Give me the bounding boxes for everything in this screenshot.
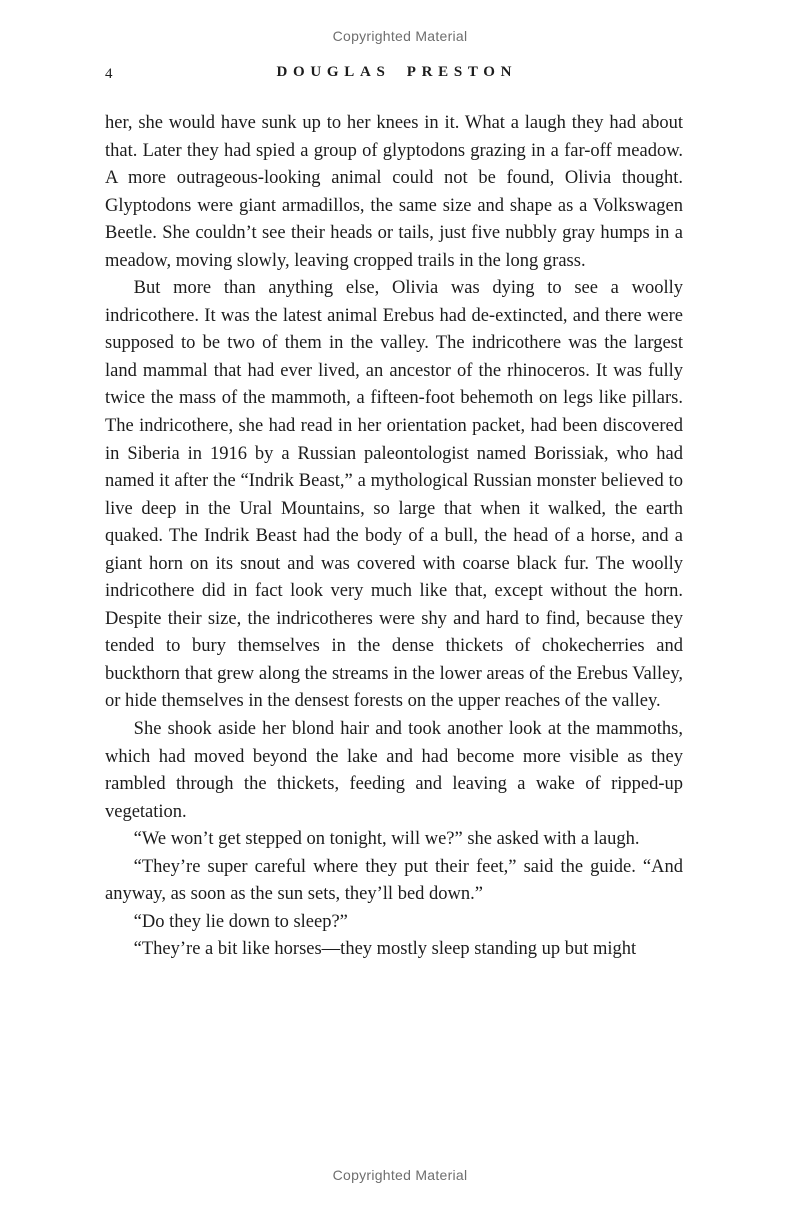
paragraph: “Do they lie down to sleep?” (133, 911, 348, 932)
body-text (105, 110, 683, 964)
paragraph: She shook aside her blond hair and took another look at the mammoths, which had moved beyond the lake and had become more visible as they rambled through the thickets, feeding and leaving a wake of ripped-up vegetation. (105, 719, 683, 822)
paragraph: But more than anything else, Olivia was dying to see a woolly indricothere. It was the latest animal Erebus had de-extincted, and there were supposed to be two of them in the valley. The indricothere was the largest land mammal that had ever lived, an ancestor of the rhinoceros. It was fully twice the mass of the mammoth, a fifteen-foot behemoth on legs like pillars. The indricothere, she had read in her orientation packet, had been discovered in Siberia in 1916 by a Russian paleontologist named Borissiak, who had named it after the “Indrik Beast,” a mythological Russian monster believed to live deep in the Ural Mountains, so large that when it walked, the earth quaked. The Indrik Beast had the body of a bull, the head of a horse, and a giant horn on its snout and was covered with coarse black fur. The woolly indricothere did in fact look very much like that, except without the horn. Despite their size, the indricotheres were shy and hard to find, because they tended to bury themselves in the dense thickets of chokecherries and buckthorn that grew along the streams in the lower areas of the Erebus Valley, or hide themselves in the densest forests on the upper reaches of the valley. (105, 278, 683, 712)
paragraph: her, she would have sunk up to her knees in it. What a laugh they had about that. Later they had spied a group of glyptodons grazing in a far-off meadow. A more outrageous-looking animal could not be found, Olivia thought. Glyptodons were giant armadillos, the same size and shape as a Volkswagen Beetle. She couldn’t see their heads or tails, just five nubbly gray humps in a meadow, moving slowly, leaving cropped trails in the long grass. (105, 113, 683, 271)
page-header (105, 64, 683, 86)
copyright-notice-top: Copyrighted Material (332, 28, 468, 44)
running-header: DOUGLAS PRESTON (276, 64, 518, 80)
paragraph: “They’re a bit like horses—they mostly sleep standing up but might (133, 939, 637, 960)
paragraph: “They’re super careful where they put their feet,” said the guide. “And anyway, as soon as the sun sets, they’ll bed down.” (105, 856, 683, 905)
page-number: 4 (105, 66, 113, 82)
copyright-notice-bottom: Copyrighted Material (332, 1167, 468, 1183)
paragraph: “We won’t get stepped on tonight, will we?” she asked with a laugh. (133, 829, 640, 850)
